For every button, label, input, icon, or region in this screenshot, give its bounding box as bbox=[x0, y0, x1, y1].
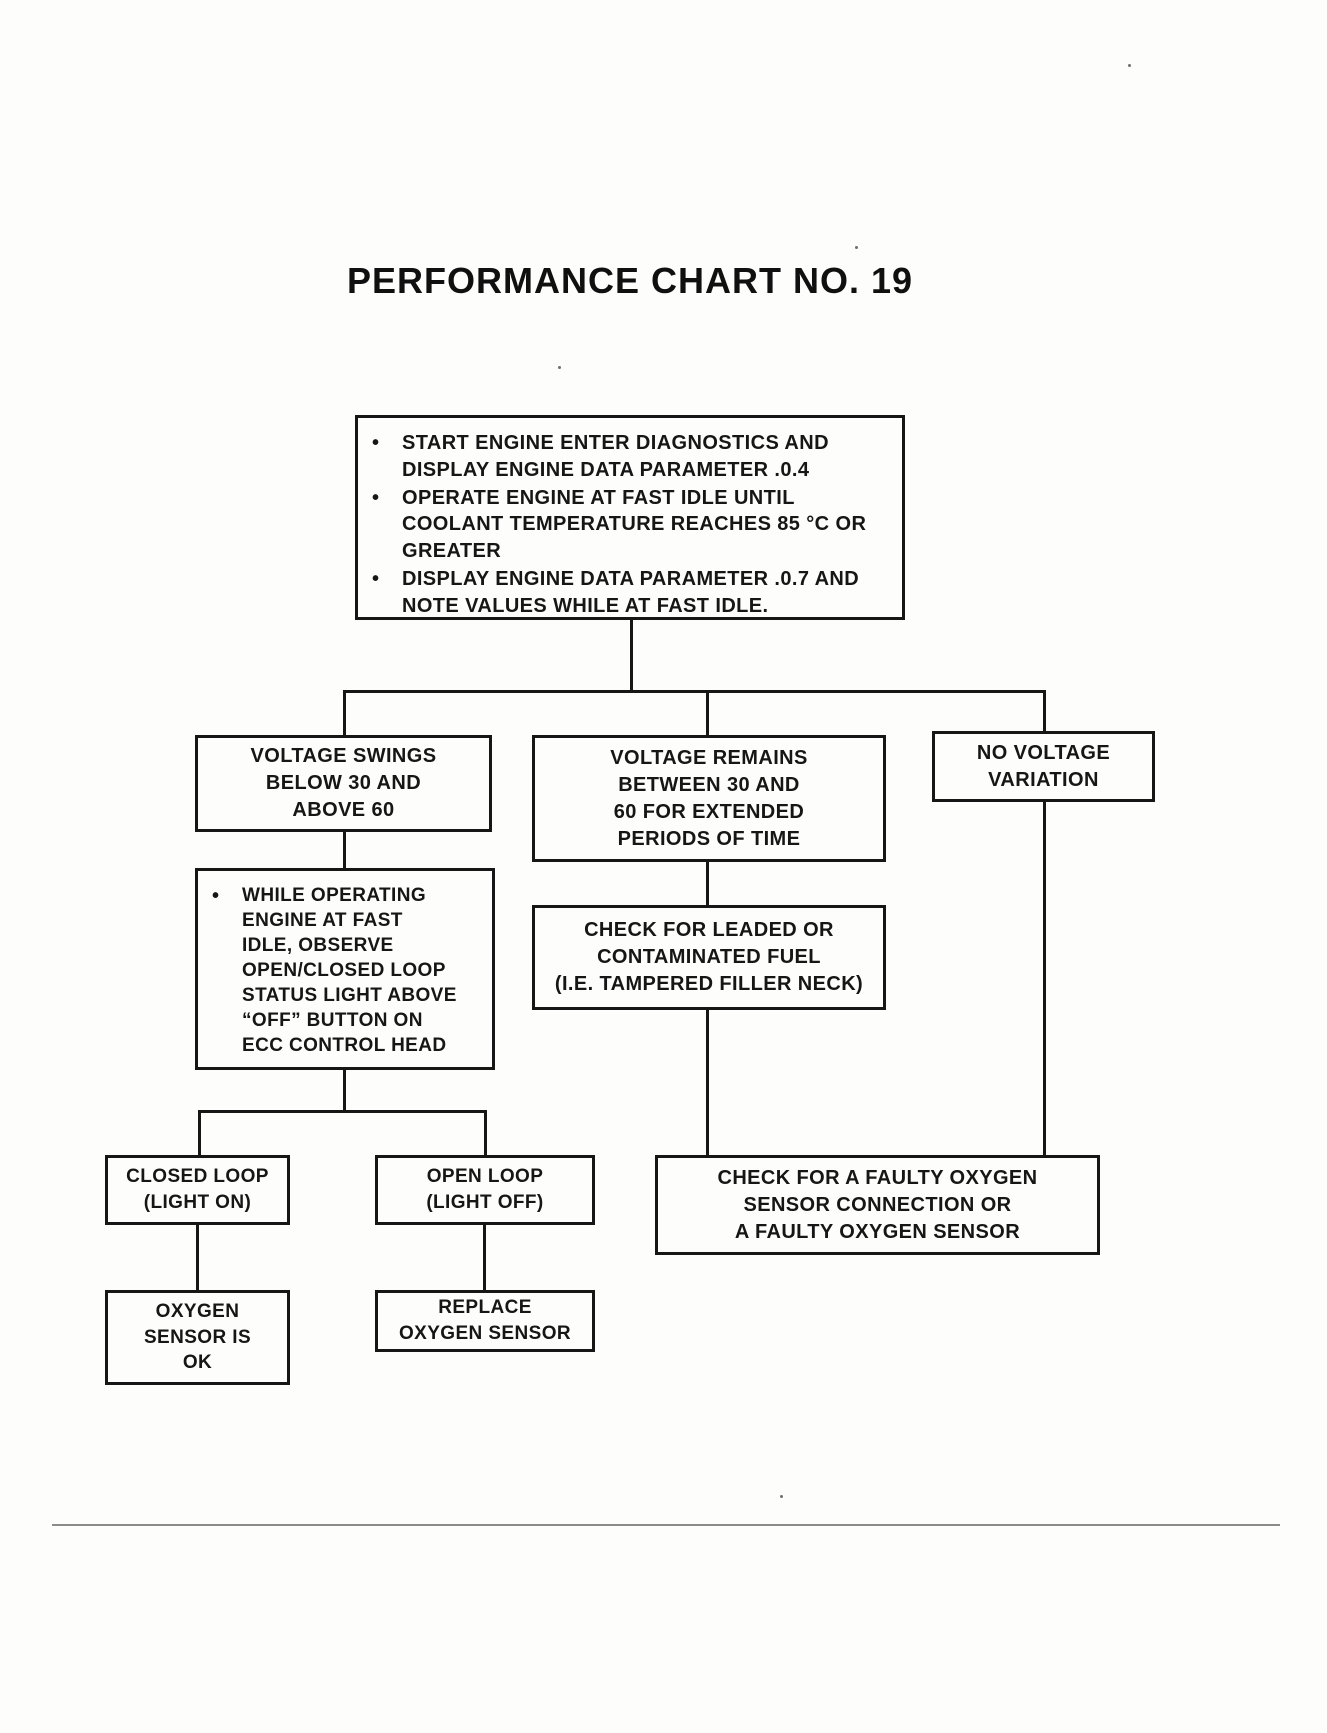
connector-novoltage-to-sensor-check bbox=[1043, 802, 1046, 1155]
bullet-icon: • bbox=[372, 486, 380, 509]
connector-branch-middle bbox=[706, 690, 709, 735]
instruction-item bbox=[372, 485, 888, 565]
page-footer-rule bbox=[52, 1524, 1280, 1526]
node-voltage-swings: VOLTAGE SWINGS BELOW 30 AND ABOVE 60 bbox=[195, 735, 492, 832]
scan-artifact-dot bbox=[558, 366, 561, 369]
connector-branch-right bbox=[1043, 690, 1046, 732]
connector-loop-left bbox=[198, 1110, 201, 1155]
page-title: PERFORMANCE CHART NO. 19 bbox=[346, 260, 914, 301]
bullet-icon: • bbox=[372, 432, 380, 454]
bullet-icon: • bbox=[212, 885, 220, 907]
connector-branch-bar bbox=[343, 690, 1046, 693]
connector-branch-left bbox=[343, 690, 346, 735]
node-check-fuel: CHECK FOR LEADED OR CONTAMINATED FUEL (I.E. TAMPERED FILLER NECK) bbox=[532, 905, 886, 1010]
scan-artifact-dot bbox=[1128, 64, 1131, 67]
bullet-icon: • bbox=[372, 567, 380, 590]
connector-observe-down bbox=[343, 1070, 346, 1113]
connector-swings-to-observe bbox=[343, 832, 346, 868]
instruction-text: DISPLAY ENGINE DATA PARAMETER .0.7 AND NOTE VALUES WHILE AT FAST IDLE. bbox=[402, 567, 860, 617]
connector-start-down bbox=[630, 620, 633, 692]
instruction-text: OPERATE ENGINE AT FAST IDLE UNTIL COOLANT TEMPERATURE REACHES 85 °C OR GREATER bbox=[402, 486, 867, 563]
node-closed-loop: CLOSED LOOP (LIGHT ON) bbox=[105, 1155, 290, 1225]
instruction-item bbox=[372, 566, 888, 620]
connector-fuel-to-sensor-check bbox=[706, 1010, 709, 1155]
instruction-item bbox=[212, 883, 478, 1059]
instruction-text: WHILE OPERATING ENGINE AT FAST IDLE, OBSERVE OPEN/CLOSED LOOP STATUS LIGHT ABOVE “OFF” BUTTON ON ECC CONTROL HEAD bbox=[242, 885, 457, 1057]
connector-closed-to-ok bbox=[196, 1225, 199, 1290]
node-open-loop: OPEN LOOP (LIGHT OFF) bbox=[375, 1155, 595, 1225]
node-start-instructions bbox=[355, 415, 905, 620]
node-voltage-remains: VOLTAGE REMAINS BETWEEN 30 AND 60 FOR EXTENDED PERIODS OF TIME bbox=[532, 735, 886, 862]
node-sensor-ok: OXYGEN SENSOR IS OK bbox=[105, 1290, 290, 1385]
scan-artifact-dot bbox=[780, 1495, 783, 1498]
scan-artifact-dot bbox=[855, 246, 858, 249]
connector-loop-branch-bar bbox=[198, 1110, 487, 1113]
connector-remains-to-fuel bbox=[706, 862, 709, 905]
connector-loop-right bbox=[484, 1110, 487, 1155]
node-replace-sensor: REPLACE OXYGEN SENSOR bbox=[375, 1290, 595, 1352]
instruction-text: START ENGINE ENTER DIAGNOSTICS AND DISPLAY ENGINE DATA PARAMETER .0.4 bbox=[402, 432, 829, 481]
node-observe-status-light bbox=[195, 868, 495, 1070]
connector-open-to-replace bbox=[483, 1225, 486, 1290]
node-check-oxygen-sensor: CHECK FOR A FAULTY OXYGEN SENSOR CONNECTION OR A FAULTY OXYGEN SENSOR bbox=[655, 1155, 1100, 1255]
instruction-item bbox=[372, 430, 888, 484]
node-no-voltage-variation: NO VOLTAGE VARIATION bbox=[932, 731, 1155, 802]
